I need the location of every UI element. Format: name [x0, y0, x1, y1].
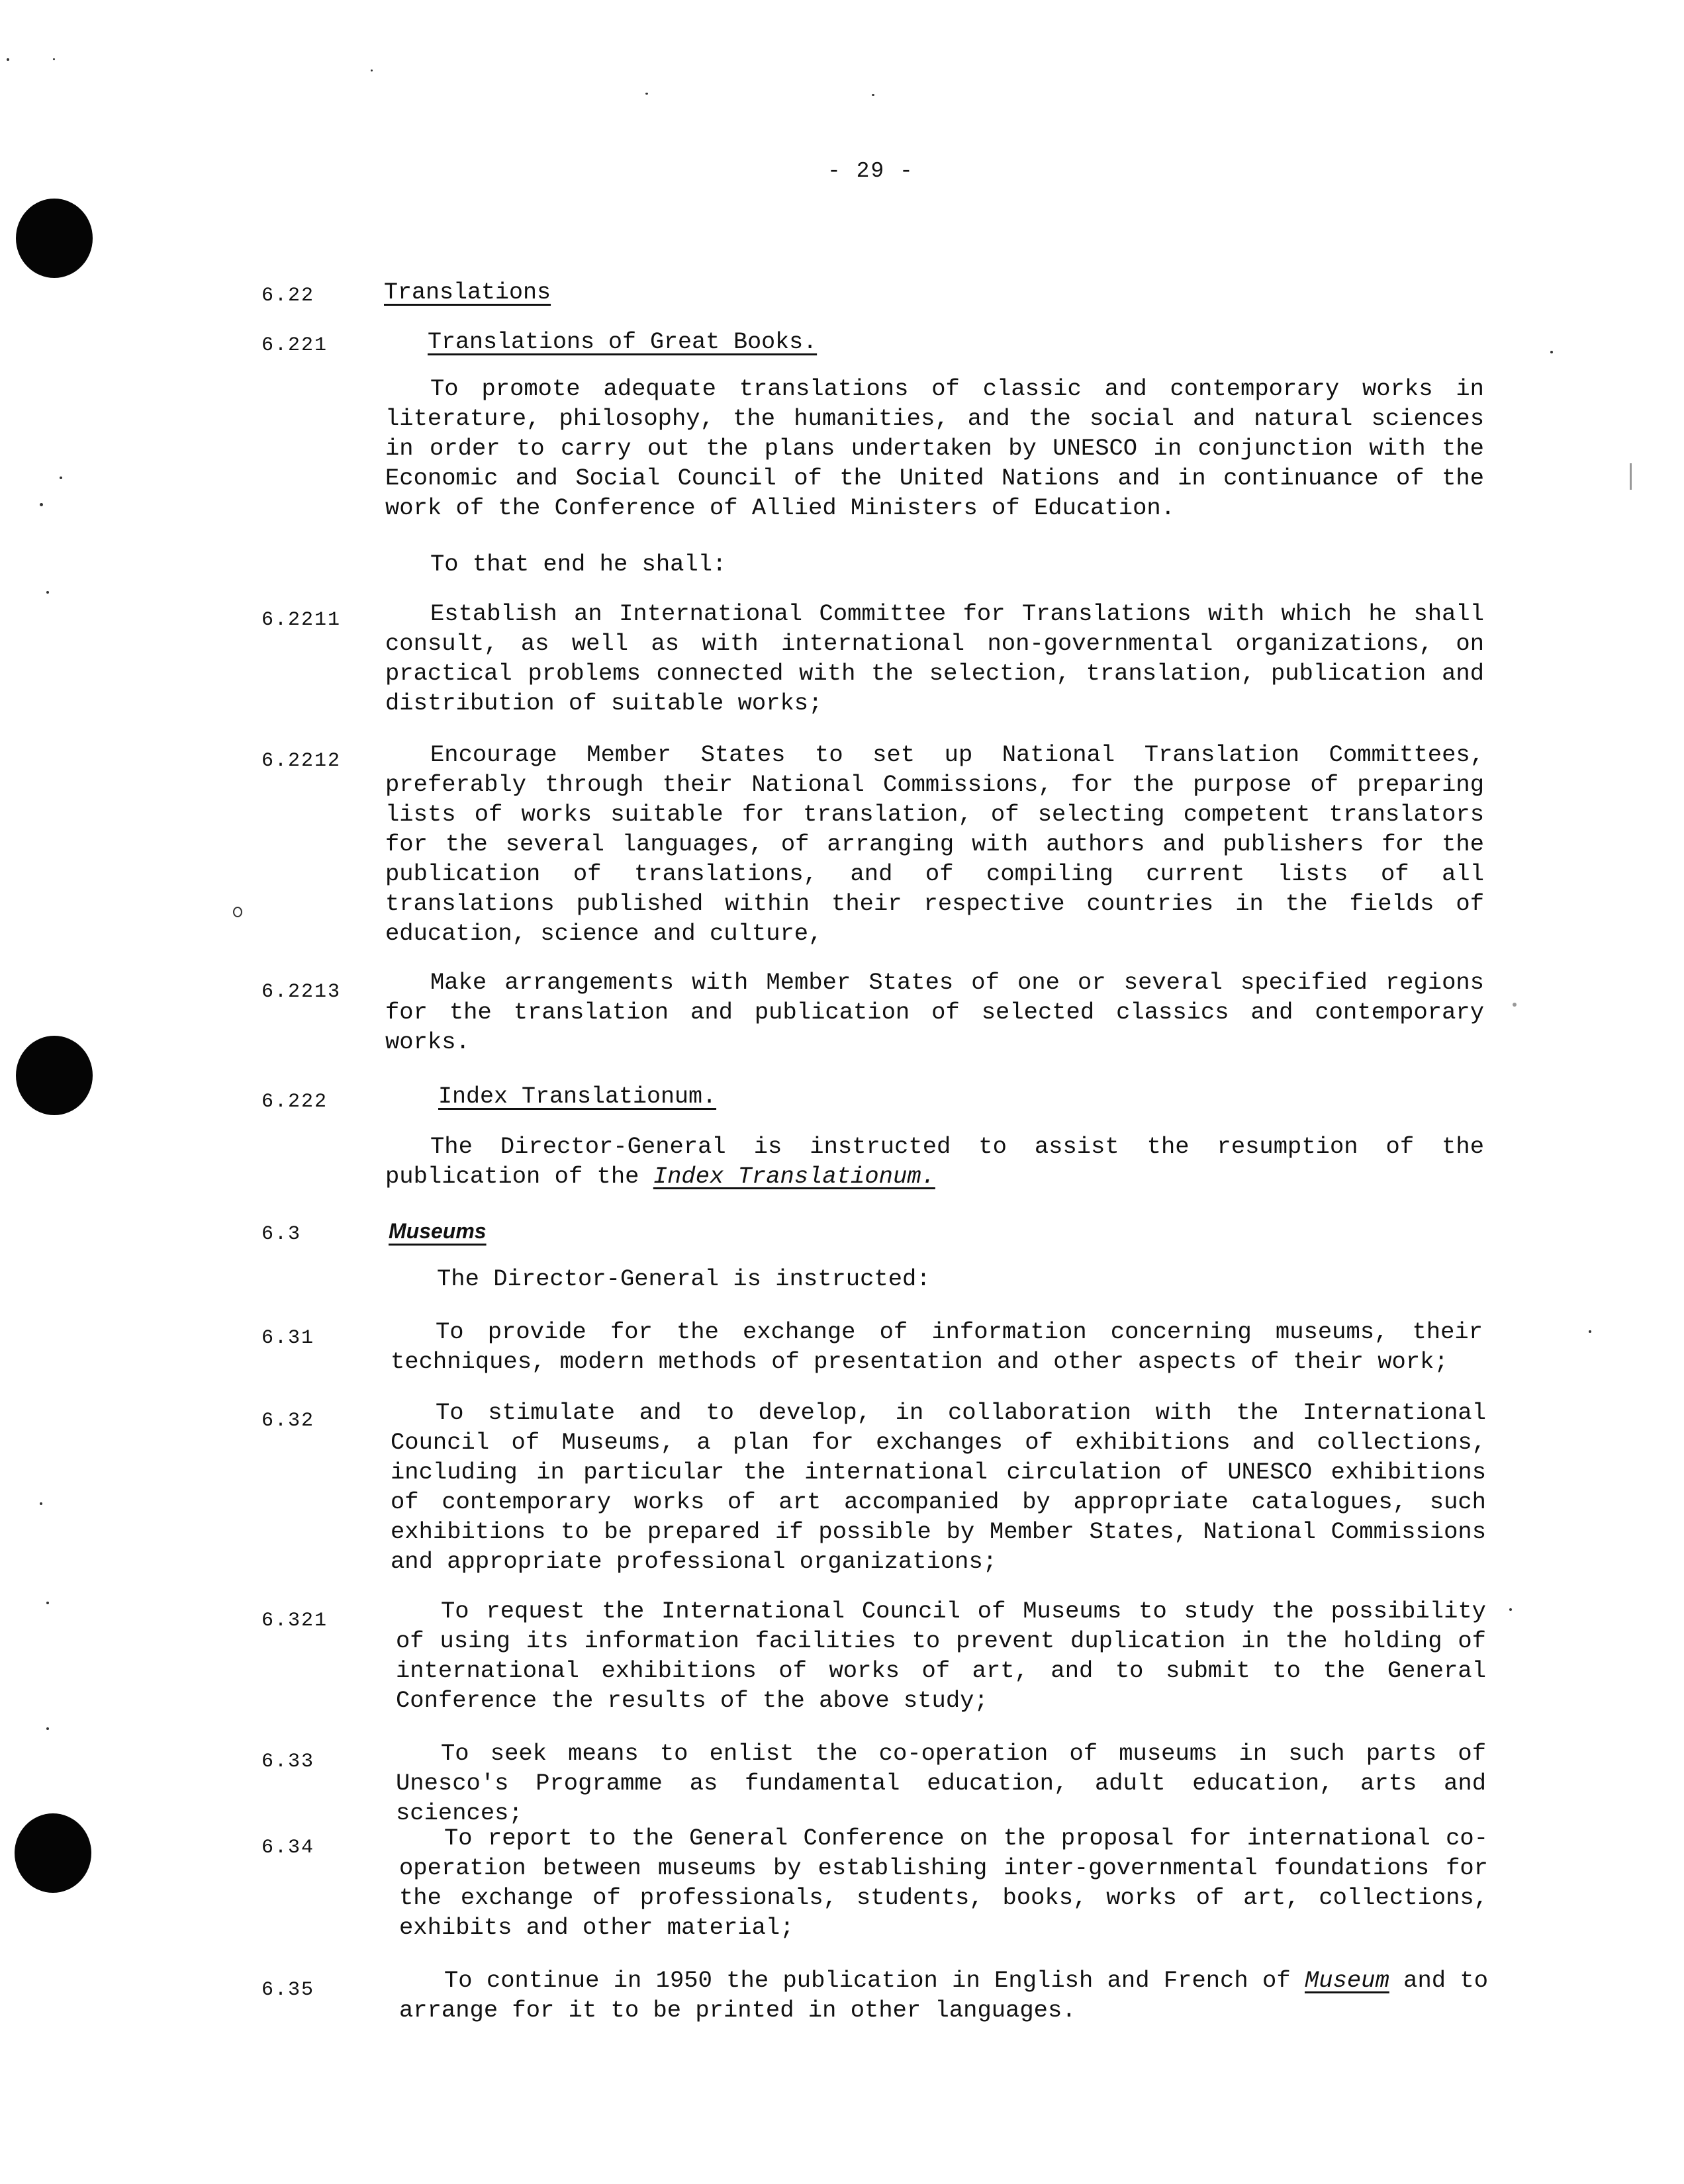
section-heading: Index Translationum.: [438, 1083, 717, 1110]
section-number: 6.321: [261, 1610, 328, 1632]
section-heading: Museums: [389, 1219, 487, 1243]
section-number: 6.34: [261, 1837, 315, 1859]
section-number: 6.33: [261, 1751, 315, 1773]
section-number: 6.35: [261, 1979, 315, 2001]
section-number: 6.31: [261, 1327, 315, 1349]
paragraph: [399, 1966, 1488, 2025]
section-number: 6.221: [261, 334, 328, 357]
scan-speck: [233, 907, 242, 917]
scan-speck: [1513, 1003, 1517, 1007]
paragraph-text: To continue in 1950 the publication in English and French of: [444, 1967, 1305, 1994]
paragraph: To stimulate and to develop, in collaboration with the International Council of Museums, a plan for exchanges of exhibitions and collections, including in particular the international circulation of UNESCO exhibitions of contemporary works of art accompanied by appropriate catalogues, such exhibitions to be prepared if possible by Member States, National Commissions and appropriate professional organizations;: [391, 1399, 1486, 1575]
punch-hole: [16, 199, 93, 278]
paragraph: Encourage Member States to set up National Translation Committees, preferably through their National Commissions, for the purpose of preparing lists of works suitable for translation, of selecting competent translators for the several languages, of arranging with authors and publishers for the publication of translations, and of compiling current lists of all translations published within their respective countries in the fields of education, science and culture,: [385, 741, 1484, 947]
paragraph: To seek means to enlist the co-operation of museums in such parts of Unesco's Programme as fundamental education, adult education, arts and sciences;: [396, 1740, 1486, 1827]
publication-title: Index Translationum.: [653, 1163, 935, 1190]
paragraph: To report to the General Conference on the proposal for international co-operation between museums by establishing inter-governmental foundations for the exchange of professionals, students, books, works of art, collections, exhibits and other material;: [399, 1825, 1488, 1941]
section-number: 6.222: [261, 1091, 328, 1113]
paragraph: [385, 1132, 1484, 1191]
paragraph-text: and to arrange for it to be printed in other languages.: [399, 1967, 1489, 2024]
scan-speck: [645, 93, 648, 95]
scan-speck: [7, 58, 9, 61]
section-heading: Translations: [384, 279, 551, 306]
paragraph: Make arrangements with Member States of one or several specified regions for the translation and publication of selected classics and contemporary works.: [385, 969, 1484, 1056]
scan-speck: [46, 1602, 49, 1604]
punch-hole: [16, 1036, 93, 1115]
scan-speck: [40, 503, 43, 506]
page-number: - 29 -: [827, 159, 914, 183]
scan-speck: [46, 1727, 49, 1730]
section-heading: Translations of Great Books.: [428, 329, 818, 355]
scan-mark: [1630, 463, 1632, 490]
scan-speck: [53, 58, 55, 60]
paragraph: The Director-General is instructed:: [437, 1265, 931, 1293]
section-number: 6.3: [261, 1223, 302, 1246]
scan-speck: [46, 591, 49, 594]
section-number: 6.22: [261, 285, 315, 307]
paragraph-text: The Director-General is instructed to assist the resumption of the publication of the: [385, 1133, 1484, 1190]
punch-hole: [15, 1813, 91, 1893]
paragraph: To request the International Council of Museums to study the possibility of using its information facilities to prevent duplication in the holding of international exhibitions of works of art, and to submit to the General Conference the results of the above study;: [396, 1598, 1486, 1714]
scan-speck: [872, 94, 874, 96]
section-number: 6.2212: [261, 750, 342, 772]
scan-speck: [60, 477, 62, 479]
scan-speck: [1550, 351, 1553, 353]
paragraph: Establish an International Committee for Translations with which he shall consult, as well as with international non-governmental organizations, on practical problems connected with the selection, translation, publication and distribution of suitable works;: [385, 600, 1484, 717]
paragraph: To provide for the exchange of information concerning museums, their techniques, modern methods of presentation and other aspects of their work;: [391, 1318, 1483, 1375]
paragraph: To promote adequate translations of classic and contemporary works in literature, philosophy, the humanities, and the social and natural sciences in order to carry out the plans undertaken by UNESCO in conjunction with the Economic and Social Council of the United Nations and in continuance of the work of the Conference of Allied Ministers of Education.: [385, 375, 1484, 522]
paragraph: To that end he shall:: [430, 551, 727, 578]
scan-speck: [1509, 1608, 1512, 1611]
publication-title: Museum: [1304, 1967, 1389, 1994]
scan-speck: [40, 1502, 42, 1505]
section-number: 6.32: [261, 1410, 315, 1432]
scan-speck: [371, 69, 373, 71]
scan-speck: [1589, 1330, 1591, 1333]
section-number: 6.2213: [261, 981, 342, 1003]
section-number: 6.2211: [261, 609, 342, 631]
